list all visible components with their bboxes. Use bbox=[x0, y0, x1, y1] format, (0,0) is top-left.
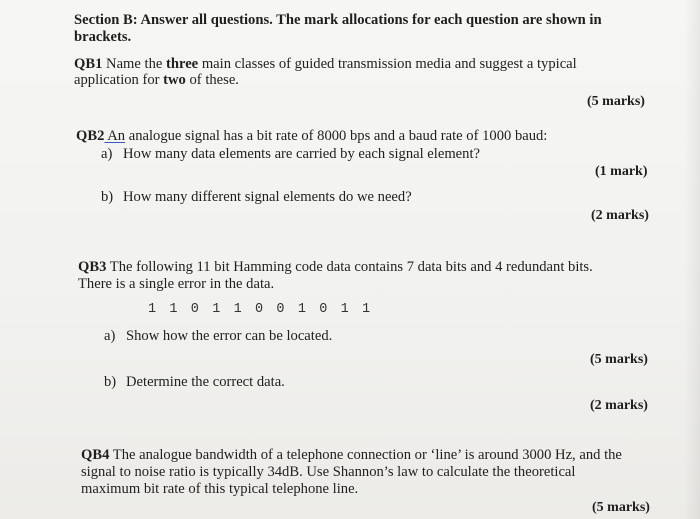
qb2-a-text: How many data elements are carried by each signal element? bbox=[123, 146, 480, 162]
qb2-label: QB2 bbox=[76, 128, 105, 144]
qb2-b-letter: b) bbox=[101, 189, 114, 205]
qb1-text1-bold: three bbox=[166, 56, 199, 72]
qb2-underlined-word: An bbox=[104, 128, 126, 144]
qb4-line2: signal to noise ratio is typically 34dB. Use Shannon’s law to calculate the theoretical bbox=[81, 464, 576, 480]
qb4-line1 bbox=[81, 447, 622, 464]
qb2-a-letter: a) bbox=[101, 146, 113, 162]
qb4-marks: (5 marks) bbox=[592, 500, 650, 515]
qb4-line3: maximum bit rate of this typical telephone line. bbox=[81, 481, 359, 497]
qb1-text1-pre: Name the bbox=[102, 56, 167, 72]
qb3-text1: The following 11 bit Hamming code data contains 7 data bits and 4 redundant bits. bbox=[106, 259, 593, 275]
qb2-a-marks: (1 mark) bbox=[595, 164, 648, 179]
qb2-line1 bbox=[76, 128, 547, 145]
hamming-code: 1 1 0 1 1 0 0 1 0 1 1 bbox=[148, 302, 373, 317]
qb1-text2-post: of these. bbox=[185, 72, 239, 88]
qb1-line2 bbox=[74, 72, 239, 89]
qb1-text2-bold: two bbox=[163, 72, 186, 88]
qb3-b-text: Determine the correct data. bbox=[126, 374, 285, 390]
qb3-b-marks: (2 marks) bbox=[590, 398, 648, 413]
qb1-label: QB1 bbox=[74, 56, 103, 72]
qb2-text: analogue signal has a bit rate of 8000 bps and a baud rate of 1000 baud: bbox=[125, 128, 548, 144]
section-heading-line1: Section B: Answer all questions. The mark allocations for each question are shown in bbox=[74, 12, 602, 28]
qb3-a-marks: (5 marks) bbox=[590, 352, 648, 367]
qb1-text2-pre: application for bbox=[74, 72, 164, 88]
qb2-b-marks: (2 marks) bbox=[591, 208, 649, 223]
qb1-line1 bbox=[74, 56, 577, 73]
qb2-b-text: How many different signal elements do we need? bbox=[123, 189, 412, 205]
qb3-a-text: Show how the error can be located. bbox=[126, 328, 333, 344]
qb1-text1-post: main classes of guided transmission media and suggest a typical bbox=[198, 56, 577, 72]
qb3-line1 bbox=[78, 259, 593, 276]
qb4-text1: The analogue bandwidth of a telephone connection or ‘line’ is around 3000 Hz, and the bbox=[109, 447, 622, 463]
qb3-a-letter: a) bbox=[104, 328, 116, 344]
qb3-b-letter: b) bbox=[104, 374, 117, 390]
qb3-label: QB3 bbox=[78, 259, 107, 275]
page-edge-shadow bbox=[684, 0, 700, 519]
qb1-marks: (5 marks) bbox=[587, 94, 645, 109]
section-heading-line2: brackets. bbox=[74, 29, 132, 45]
qb3-line2: There is a single error in the data. bbox=[78, 276, 275, 292]
qb4-label: QB4 bbox=[81, 447, 110, 463]
